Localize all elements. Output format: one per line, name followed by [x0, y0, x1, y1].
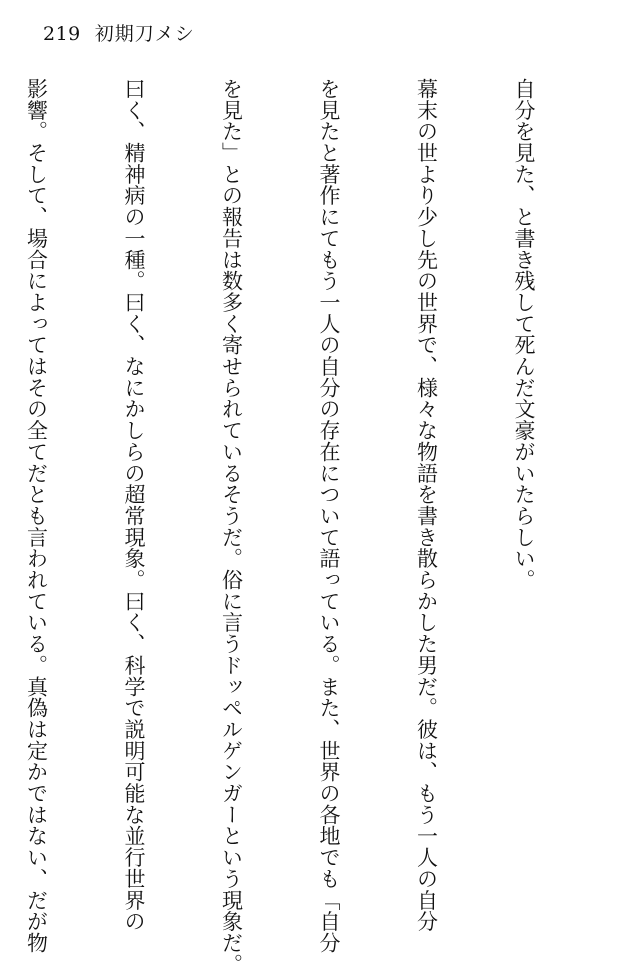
vertical-body-text: [0, 78, 605, 975]
text-line: 曰く、精神病の一種。曰く、なにかしらの超常現象。曰く、科学で説明可能な並行世界の: [122, 78, 146, 932]
text-line: 自分を見た、と書き残して死んだ文豪がいたらしい。: [512, 78, 536, 591]
page-number: 219: [43, 22, 81, 45]
page-header: [43, 20, 195, 48]
page-title: 初期刀メシ: [94, 22, 195, 45]
text-line: 幕末の世より少し先の世界で、様々な物語を書き散らかした男だ。彼は、もう一人の自分: [414, 78, 439, 932]
text-line: を見た」との報告は数多く寄せられているそうだ。俗に言うドッペルゲンガーという現象だ。: [219, 78, 244, 975]
text-line: 影響。そして、場合によってはその全てだとも言われている。真偽は定かではない、だが物: [24, 78, 49, 954]
text-line: を見たと著作にてもう一人の自分の存在について語っている。また、世界の各地でも「自分: [317, 78, 341, 954]
